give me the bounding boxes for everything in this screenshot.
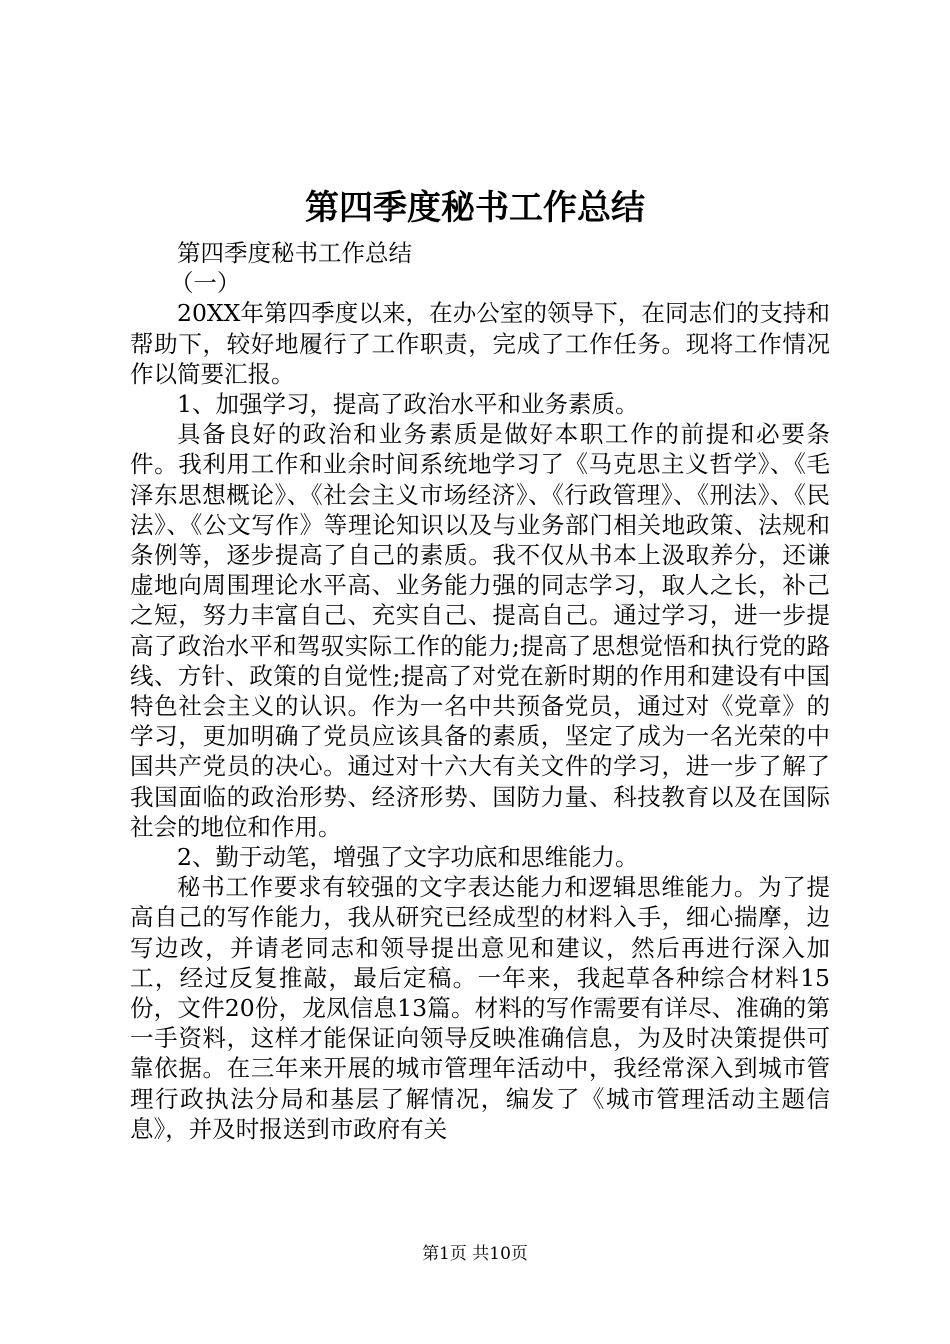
study-paragraph: 具备良好的政治和业务素质是做好本职工作的前提和必要条件。我利用工作和业余时间系统地学习了《马克思主义哲学》、《毛泽东思想概论》、《社会主义市场经济》、《行政管理》、《刑法》、《民法》、《公文写作》等理论知识以及与业务部门相关地政策、法规和条例等，逐步提高了自己的素质。我不仅从书本上汲取养分，还谦虚地向周围理论水平高、业务能力强的同志学习，取人之长，补己之短，努力丰富自己、充实自己、提高自己。通过学习，进一步提高了政治水平和驾驭实际工作的能力;提高了思想觉悟和执行党的路线、方针、政策的自觉性;提高了对党在新时期的作用和建设有中国特色社会主义的认识。作为一名中共预备党员，通过对《党章》的学习，更加明确了党员应该具备的素质，坚定了成为一名光荣的中国共产党员的决心。通过对十六大有关文件的学习，进一步了解了我国面临的政治形势、经济形势、国防力量、科技教育以及在国际社会的地位和作用。 — [130, 420, 830, 841]
heading-study: 1、加强学习，提高了政治水平和业务素质。 — [177, 390, 639, 419]
intro-paragraph: 20XX年第四季度以来，在办公室的领导下，在同志们的支持和帮助下，较好地履行了工作职责，完成了工作任务。现将工作情况作以简要汇报。 — [130, 299, 830, 388]
document-body — [130, 238, 830, 1144]
heading-writing: 2、勤于动笔，增强了文字功底和思维能力。 — [177, 843, 639, 872]
document-title: 第四季度秘书工作总结 — [305, 188, 645, 228]
page-footer: 第1页 共10页 — [422, 1244, 528, 1264]
writing-paragraph: 秘书工作要求有较强的文字表达能力和逻辑思维能力。为了提高自己的写作能力，我从研究已经成型的材料入手，细心揣摩，边写边改，并请老同志和领导提出意见和建议，然后再进行深入加工，经过反复推敲，最后定稿。一年来，我起草各种综合材料15份，文件20份，龙凤信息13篇。材料的写作需要有详尽、准确的第一手资料，这样才能保证向领导反映准确信息，为及时决策提供可靠依据。在三年来开展的城市管理年活动中，我经常深入到城市管理行政执法分局和基层了解情况，编发了《城市管理活动主题信息》，并及时报送到市政府有关 — [130, 873, 830, 1143]
section-marker: （一） — [169, 269, 241, 298]
subtitle-paragraph: 第四季度秘书工作总结 — [177, 239, 412, 267]
